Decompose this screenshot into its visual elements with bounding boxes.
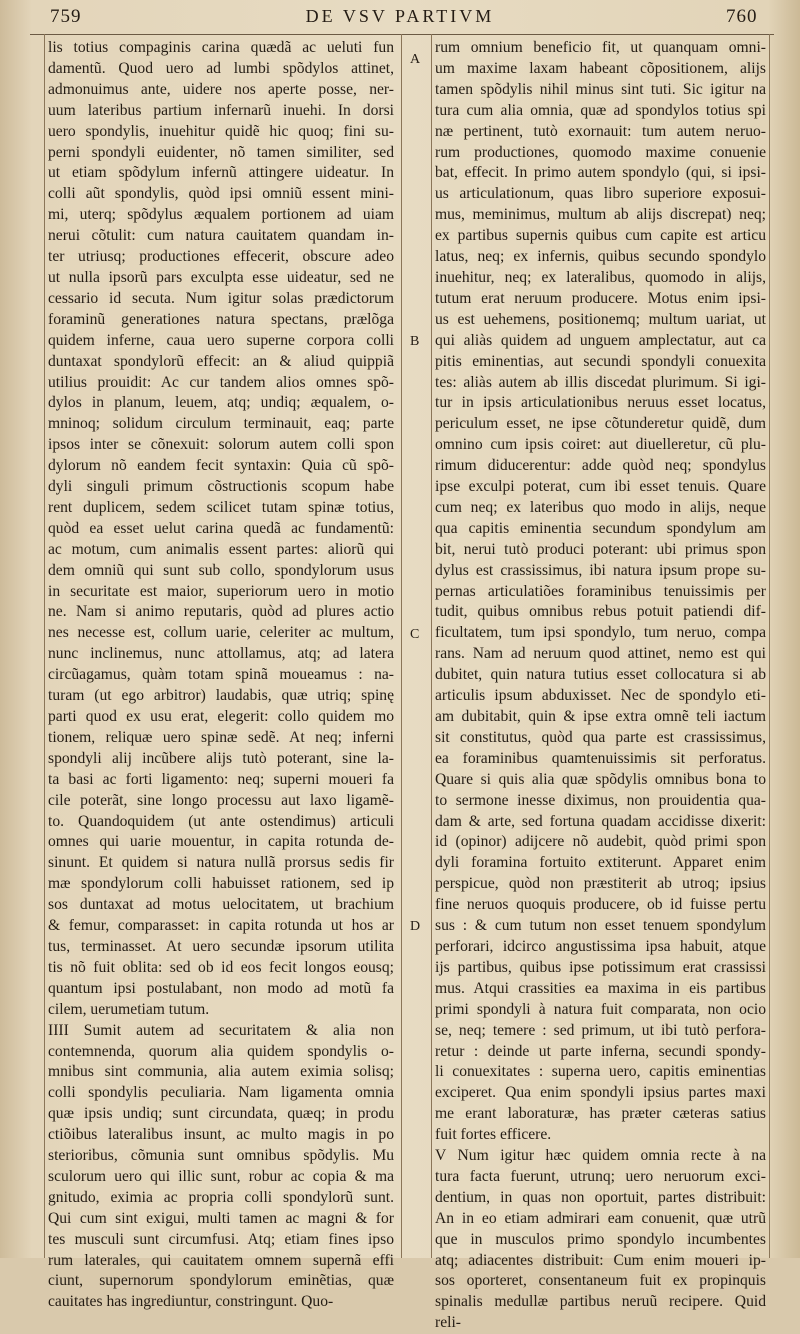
text-line: sit constitutus, quòd qua parte est crassissimus, — [435, 728, 766, 746]
text-line: ciunt, supernorum spondylorum eminẽtias, quæ — [48, 1272, 394, 1290]
text-line: tura facta fuerunt, utrunq; uero neruorum exci- — [435, 1167, 766, 1185]
text-line: tutum erat neruum producere. Motus enim ipsi- — [435, 289, 766, 307]
column-rule-right — [769, 34, 770, 1258]
text-line: dyli singuli primum cõstructionis scopum habe — [48, 478, 394, 496]
text-line: sos duntaxat ad motus uelocitatem, ut brachium — [48, 896, 394, 914]
text-line: id (opinor) adijcere nõ audebit, quòd primi spon — [435, 833, 766, 851]
text-line: ficultatem, tum ipsi spondylo, tum neruo, compa — [435, 624, 766, 642]
text-line: pernas articulatiões foraminibus tenuissimis per — [435, 582, 766, 600]
text-line: mi, uterq; spõdylus æqualem portionem ad uiam — [48, 206, 394, 224]
text-line: spinalis medullæ partibus neruũ recipere. Quid — [435, 1293, 766, 1311]
text-line: gnitudo, eximia ac propria colli spondylorũ sunt. — [48, 1188, 394, 1206]
text-line: dylus est crassissimus, ibi natura ipsum prope su- — [435, 561, 766, 579]
page-number-left: 759 — [50, 6, 82, 27]
text-line: atq; adiacentes distribuit: Cum enim moueri ip- — [435, 1251, 766, 1269]
text-line: duntaxat spondylorũ effecit: an & aliud quippiã — [48, 352, 394, 370]
text-line: in securitate est maior, superiorum uero in motio — [48, 582, 394, 600]
text-line: spondyli alij incũbere alijs tutò poterant, sine la- — [48, 749, 394, 767]
column-rule-left — [44, 34, 45, 1258]
text-column-left — [48, 38, 394, 1313]
text-line: contemnenda, quorum alia quidem spondylis o- — [48, 1042, 394, 1060]
text-line: omnino cum ipsis coiret: aut diuelleretur, cũ plu- — [435, 436, 766, 454]
text-line: nes necesse est, collum uarie, celeriter ac multum, — [48, 624, 394, 642]
text-line: mæ spondylorum colli habuisset rationem, sed ip — [48, 875, 394, 893]
text-line: reli- — [435, 1314, 461, 1332]
header-rule — [30, 34, 774, 35]
text-line: ea foraminibus quamtenuissimis sit perforatus. — [435, 749, 766, 767]
text-line: colli aũt spondylis, quòd ipsi omniũ essent mini- — [48, 185, 394, 203]
text-line: ter utriusq; productiones effecerit, obscure adeo — [48, 248, 394, 266]
text-line: mnibus sint communia, alia autem eximia solisq; — [48, 1063, 394, 1081]
text-line: perspicue, quòd non præstiterit ab utroq; ipsius — [435, 875, 766, 893]
text-line: ne. Nam si animo reputaris, quòd ad plures actio — [48, 603, 394, 621]
text-line: cessario id secuta. Num igitur solas prædictorum — [48, 289, 394, 307]
text-line: mus, meminimus, multum ab alijs discrepat) neq; — [435, 206, 766, 224]
text-line: ac motum, cum animalis essent partes: aliorũ qui — [48, 540, 394, 558]
text-line: ctiõibus lateralibus insunt, ac multo magis in po — [48, 1126, 394, 1144]
text-line: IIII Sumit autem ad securitatem & alia non — [48, 1021, 394, 1039]
text-line: sinunt. Et quidem si natura nullã prorsus sedis fir — [48, 854, 394, 872]
text-line: omnes qui uarie mouentur, in capita rotunda de- — [48, 833, 394, 851]
text-line: admonuimus ante, uidere nos aperte posse, ner- — [48, 80, 394, 98]
text-line: rimum diducerentur: adde quòd neq; spondylus — [435, 457, 766, 475]
text-line: se, neq; temere : sed primum, ut ibi tutò perfora- — [435, 1021, 766, 1039]
text-line: ut etiam spõdylum infernũ attingere uideatur. In — [48, 164, 394, 182]
text-line: qua capitis eminentia secundum spondylum am — [435, 519, 766, 537]
text-line: utilius prouidit: Ac cur tandem alios omnes spõ- — [48, 373, 394, 391]
text-line: ijs partibus, quibus ipse potissimum erat crassissi — [435, 958, 766, 976]
text-line: dylorum nõ eandem fecit syntaxin: Quia cũ spõ- — [48, 457, 394, 475]
text-line: tus, terminasset. At uero secundæ ipsorum utilita — [48, 937, 394, 955]
text-line: dubitet, quin natura tutius esset collocatura si ab — [435, 666, 766, 684]
text-line: primi spondyli à natura fuit comparata, non ocio — [435, 1000, 766, 1018]
text-line: nunc inclinemus, nunc attollamus, atq; ad latera — [48, 645, 394, 663]
text-line: quidem inferne, caua uero superne corpora colli — [48, 331, 394, 349]
page-number-right: 760 — [726, 6, 758, 27]
text-line: Qui cum sint exigui, multi tamen ac magni & for — [48, 1209, 394, 1227]
margin-letter-a: A — [410, 52, 421, 67]
text-line: V Num igitur hæc quidem omnia recte à na — [435, 1147, 766, 1165]
text-line: quòd ea esset uelut carina quedã ac fundamentũ: — [48, 519, 394, 537]
text-line: circũagamus, quàm totam spinã moueamus : na- — [48, 666, 394, 684]
text-line: latus, neq; ex infernis, quibus secundo spondylo — [435, 248, 766, 266]
text-line: & femur, comparasset: in capita rotunda ut hos ar — [48, 917, 394, 935]
text-line: pitis eminentias, aut secundi spondyli conuexita — [435, 352, 766, 370]
text-line: dylos in planum, leuem, atq; undiq; æqualem, o- — [48, 394, 394, 412]
text-line: tamen spõdylis nihil minus sint tuti. Sic igitur na — [435, 80, 766, 98]
text-line: um maxime laxam habeant cõpositionem, alijs — [435, 59, 766, 77]
text-line: bat, effecit. In primo autem spondylo (qui, si ipsi- — [435, 164, 766, 182]
text-line: to. Quandoquidem (ut ante ostendimus) articuli — [48, 812, 394, 830]
text-line: tur in ipsis articulationibus neruus esset locatus, — [435, 394, 766, 412]
running-title: DE VSV PARTIVM — [305, 6, 495, 26]
text-line: damentũ. Quod uero ad lumbi spõdylos attinet, — [48, 59, 394, 77]
text-line: tes: aliàs autem ab illis discedat plurimum. Si igi- — [435, 373, 766, 391]
text-line: tes musculi sunt circumfusi. Atq; etiam fines ipso — [48, 1230, 394, 1248]
text-line: mus. Atqui crassities ea maxima in eis partibus — [435, 979, 766, 997]
text-line: cile poterãt, sine longo processu aut laxo ligamẽ- — [48, 791, 394, 809]
text-line: qui aliàs quidem ad unguem amplectatur, aut ca — [435, 331, 766, 349]
text-line: cauitates has ingrediuntur, constringunt. Quo- — [48, 1293, 334, 1311]
text-line: Quare si quis alia quæ spõdylis omnibus bona to — [435, 770, 766, 788]
text-line: bit, nerui tutò produci poterant: ubi primus spon — [435, 540, 766, 558]
text-line: perforari, idcirco angustissima ipsa habuit, atque — [435, 937, 766, 955]
text-line: ex partibus supernis quibus cum capite est articu — [435, 227, 766, 245]
text-line: sus : & cum tutum non esset tenuem spondylum — [435, 917, 766, 935]
text-line: perni spondyli euidenter, nõ tamen similiter, sed — [48, 143, 394, 161]
text-line: periculum esset, ne ipse cõtunderetur quidẽ, dum — [435, 415, 766, 433]
text-line: retur : deinde ut parte inferna, secundi spondy- — [435, 1042, 766, 1060]
text-line: am dubitabit, quin & ipse extra omnẽ teli iactum — [435, 708, 766, 725]
text-line: to sermone inesse diximus, non prouidentia qua- — [435, 791, 766, 809]
text-line: inuehitur, neq; ex lateralibus, quomodo in alijs, — [435, 268, 766, 286]
text-line: tis nõ fuit oblita: sed ob id eos fecit longos eousq; — [48, 958, 394, 976]
text-line: nerui cõtulit: cum natura cauitatem quandam in- — [48, 227, 394, 245]
text-line: cilem, uerumetiam tutum. — [48, 1000, 210, 1018]
text-line: articulis ipsum abduxisset. Nec de spondylo eti- — [435, 687, 766, 705]
text-line: me erant laboraturæ, has præter cæteras satius — [435, 1105, 766, 1123]
text-line: tura cum alia omnia, quæ ad spondylos totius spi — [435, 101, 766, 119]
text-line: ut nulla ipsorũ pars exculpta esse uideatur, sed ne — [48, 268, 394, 286]
text-line: ta basi ac forti ligamento: neq; superni moueri fa — [48, 770, 394, 788]
text-line: fine neruos quoquis producere, ob id fuisse pertu — [435, 896, 766, 914]
text-line: dentium, in quas non oportuit, partes distribuit: — [435, 1188, 766, 1206]
text-line: us articulationum, quas libro superiore exposui- — [435, 185, 766, 203]
text-line: colli spondylis peculiaria. Nam ligamenta omnia — [48, 1084, 394, 1102]
text-line: rum omnium beneficio fit, ut quanquam omni- — [435, 39, 766, 56]
text-line: dyli foramina fortuito extiterunt. Apparet enim — [435, 854, 766, 872]
text-line: rent duplicem, sedem scilicet tutam spinæ totius, — [48, 498, 394, 516]
margin-letter-c: C — [410, 627, 420, 642]
text-line: dem omniũ qui sunt sub collo, spondylorum usus — [48, 561, 394, 579]
text-line: uum lateribus partium infernarũ inuehi. In dorsi — [48, 101, 394, 119]
text-line: parti quod ex usu erat, elegerit: collo quidem mo — [48, 708, 394, 725]
text-line: us est uehemens, positionemq; multum uariat, ut — [435, 310, 766, 328]
text-line: que in musculos primo spondylo incumbentes — [435, 1230, 766, 1248]
text-line: rum laterales, qui cauitatem omnem supernã effi — [48, 1251, 394, 1269]
text-line: fuit fortes efficere. — [435, 1126, 552, 1144]
text-line: dam & arte, sed fortuna quadam accidisse dixerit: — [435, 812, 766, 830]
text-line: tionem, reliquæ uero spinæ sedẽ. At neq; inferni — [48, 728, 394, 746]
text-line: ipsos inter se cõnexuit: solorum autem colli spon — [48, 436, 394, 454]
margin-letter-b: B — [410, 334, 420, 349]
text-line: tudit, quibus omnibus rebus potuit patiendi dif- — [435, 603, 766, 621]
text-line: rans. Nam ad neruum quod attinet, nemo est qui — [435, 645, 766, 663]
text-line: quæ ipsis undiq; sunt circundata, quæq; in produ — [48, 1105, 394, 1123]
column-rule-center-inner — [431, 34, 432, 1258]
text-line: foraminũ generationes natura spectans, prælõga — [48, 310, 394, 328]
text-line: lis totius compaginis carina quædã ac ueluti fun — [48, 39, 394, 56]
text-line: exciperet. Qua enim spondyli ipsius partes maxi — [435, 1084, 766, 1102]
text-line: sos oporteret, consentaneum fuit ex propinquis — [435, 1272, 766, 1290]
text-line: ipse exculpi poterat, cum ibi esset tenuis. Quare — [435, 478, 766, 496]
text-line: li conuexitates : superna uero, capitis eminentias — [435, 1063, 766, 1081]
text-column-right — [435, 38, 766, 1334]
text-line: turam (ut ego arbitror) laudabis, quæ utriq; spinę — [48, 687, 394, 705]
margin-letter-d: D — [410, 919, 421, 934]
text-line: An in eo etiam admirari eam conuenit, quæ utrũ — [435, 1209, 766, 1227]
text-line: næ pertinent, tutò exornauit: tum autem neruo- — [435, 122, 766, 140]
text-line: sculorum uero qui illic sunt, robur ac copia & ma — [48, 1167, 394, 1185]
text-line: uero spondylis, inuehitur quidẽ hic quoq; fini su- — [48, 122, 394, 140]
text-line: cum neq; ex lateribus quo modo in alijs, neque — [435, 498, 766, 516]
text-line: quantum ipsi postulabant, non modo ad motũ fa — [48, 979, 394, 997]
text-line: sterioribus, cõmunia sunt omnibus spõdylis. Mu — [48, 1147, 394, 1165]
column-rule-center — [401, 34, 402, 1258]
text-line: rum productiones, quomodo maxime conuenie — [435, 143, 766, 161]
text-line: mninoq; solidum circulum terminauit, eaq; parte — [48, 415, 394, 433]
